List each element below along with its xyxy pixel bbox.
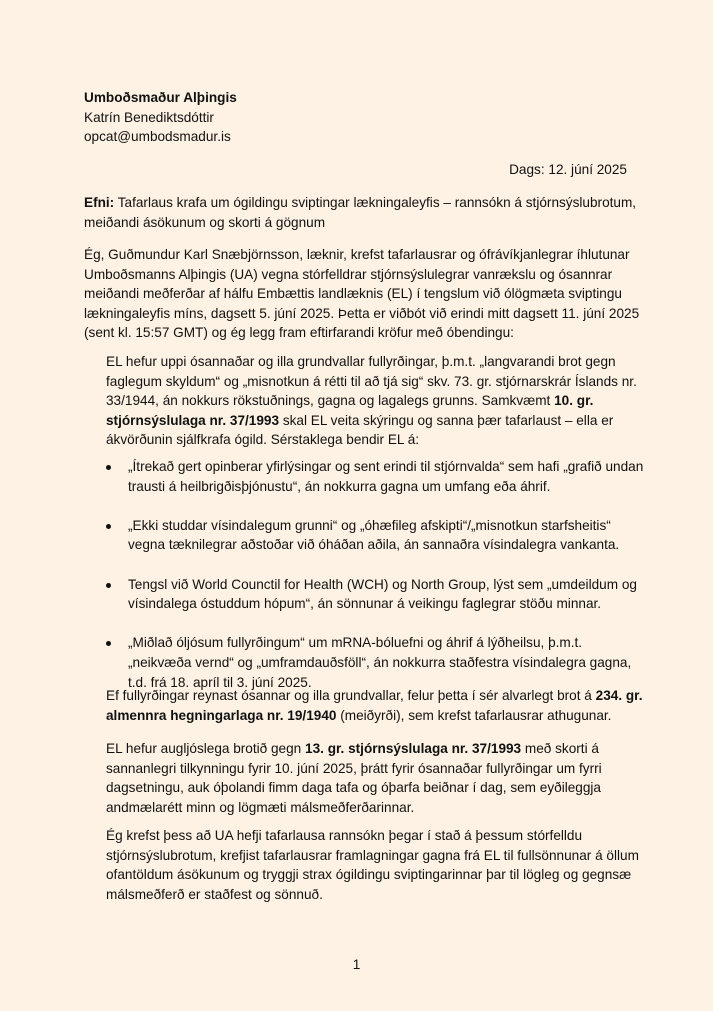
defamation-law-ref: 234. gr. almennra hegningarlaga nr. 19/1940 [106,688,643,723]
closing-paragraph: Ég krefst þess að UA hefji tafarlausa rannsókn þegar í stað á þessum stórfelldu stjórnsýslubrotum, krefjist tafarlausrar framlagningar gagna frá EL til fullsönnunar á öllum ofantöldum ásökunum og tryggji strax ógildingu sviptingarinnar þar til lögleg og gegnsæ málsmeðferð er staðfest og sönnuð. [106,828,639,902]
defamation-text-2: (meiðyrði), sem krefst tafarlausrar athugunar. [336,707,612,723]
sender-org: Umboðsmaður Alþingis [84,90,237,105]
claims-bullet-list [106,457,646,712]
notification-text-1: EL hefur augljóslega brotið gegn [106,741,306,756]
defamation-text-1: Ef fullyrðingar reynast ósannar og illa grundvallar, felur þetta í sér alvarlegt brot á [106,688,596,703]
bullet-icon [106,524,111,529]
list-item [106,457,646,496]
defamation-paragraph [106,686,646,725]
bullet-icon [106,465,111,470]
subject-text: Tafarlaus krafa um ógildingu sviptingar lækningaleyfis – rannsókn á stjórnsýslubrotum, meiðandi ásökunum og skorti á gögnum [84,195,637,230]
list-item [106,575,646,614]
bullet-icon [106,641,111,646]
sender-name: Katrín Benediktsdóttir [84,109,214,125]
bullet-text: Tengsl við World Counctil for Health (WCH) og North Group, lýst sem „umdeildum og vísindalega óstuddum hópum“, án sönnunar á veikingu faglegrar stöðu minnar. [128,576,637,612]
bullet-text: „Ekki studdar vísindalegum grunni“ og „óhæfileg afskipti“/„misnotkun starfsheitis“ vegna tæknilegrar aðstoðar við óháðan aðila, án sannaðra vísindalegra vankanta. [128,517,620,553]
claims-text-2: skal EL veita skýringu og sanna þær tafarlaust – ella er ákvörðunin sjálfkrafa ógild. Sérstaklega bendir EL á: [106,412,614,448]
sender-block [84,88,237,147]
list-item [106,516,646,555]
claims-paragraph [106,352,646,450]
claims-law-ref: 10. gr. stjórnsýslulaga nr. 37/1993 [106,393,594,428]
subject-line [84,193,644,232]
notification-paragraph [106,739,646,817]
notification-text-2: með skorti á sannanlegri tilkynningu fyrir 10. júní 2025, þrátt fyrir ósannaðar fullyrðingar um fyrri dagsetningu, auk óþolandi fimm daga tafa og óþarfa beiðnar í dag, sem eyðileggja andmælarétt minn og lögmæti málsmeðferðarinnar. [106,741,602,815]
bullet-text: „Ítrekað gert opinberar yfirlýsingar og sent erindi til stjórnvalda“ sem hafi „grafið undan trausti á heilbrigðisþjónustu“, án nokkurra gagna um umfang eða áhrif. [128,459,644,494]
page-number: 1 [352,957,361,972]
claims-text-1: EL hefur uppi ósannaðar og illa grundvallar fullyrðingar, þ.m.t. „langvarandi brot gegn faglegum skyldum“ og „misnotkun á rétti til að tjá sig“ skv. 73. gr. stjórnarskrár Íslands nr. 33/1944, án nokkurs rökstuðnings, gagna og lagalegs grunns. Samkvæmt [106,354,637,409]
letter-date: Dags: 12. júní 2025 [509,162,627,177]
subject-label: Efni: [84,195,115,210]
list-item [106,633,646,692]
bullet-icon [106,583,111,588]
notification-law-ref: 13. gr. stjórnsýslulaga nr. 37/1993 [305,741,522,756]
intro-paragraph: Ég, Guðmundur Karl Snæbjörnsson, læknir, krefst tafarlausrar og ófrávíkjanlegrar íhlutunar Umboðsmanns Alþingis (UA) vegna stórfelldrar stjórnsýslulegrar vanrækslu og ósannrar meiðandi meðferðar af hálfu Embættis landlæknis (EL) í tengslum við ólögmæta sviptingu lækningaleyfis míns, dagsett 5. júní 2025. Þetta er viðbót við erindi mitt dagsett 11. júní 2025 (sent kl. 15:57 GMT) og ég legg fram eftirfarandi kröfur með óbendingu: [84,247,640,341]
sender-email: opcat@umbodsmadur.is [84,129,231,145]
bullet-text: „Miðlað óljósum fullyrðingum“ um mRNA-bóluefni og áhrif á lýðheilsu, þ.m.t. „neikvæða vernd“ og „umframdauðsföll“, án nokkurra staðfestra vísindalegra gagna, t.d. frá 18. apríl til 3. júní 2025. [128,635,632,690]
